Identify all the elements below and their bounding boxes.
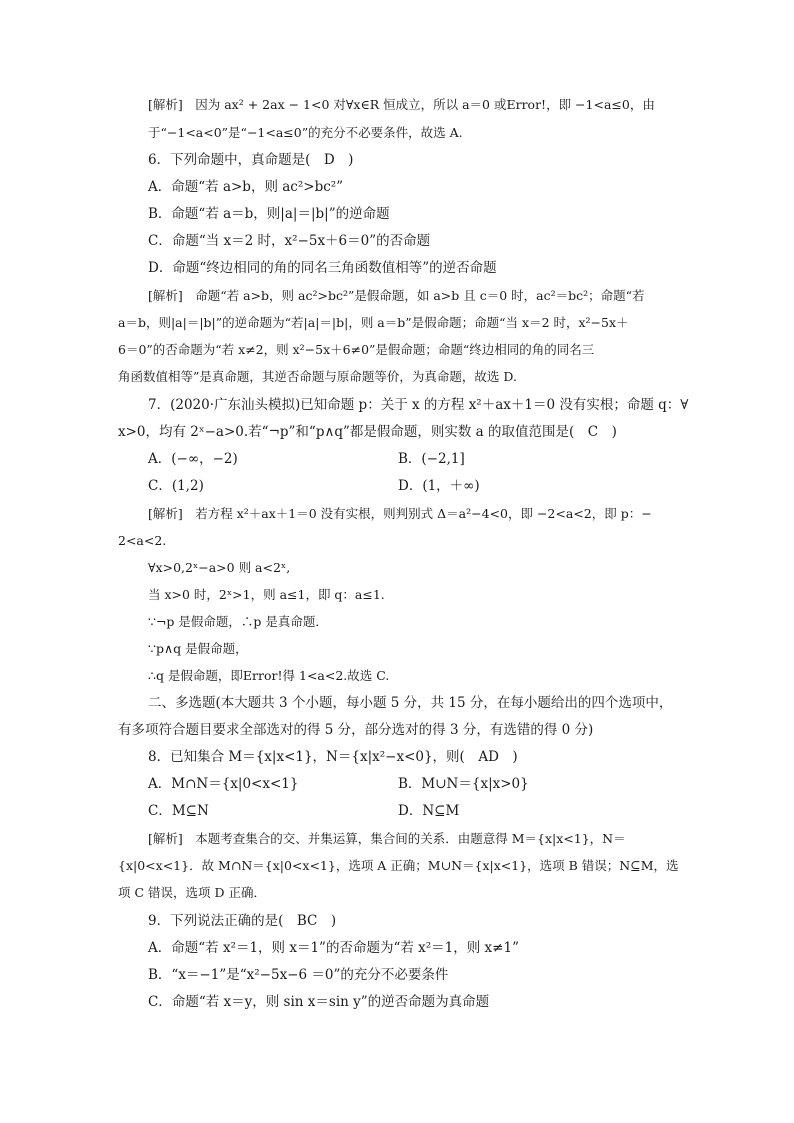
q7-stem: 7．(2020·广东汕头模拟)已知命题 p：关于 x 的方程 x²＋ax＋1＝0 没有实根；命题 q：∀ (148, 397, 689, 413)
q6-option-d: D．命题“终边相同的角的同名三角函数值相等”的逆否命题 (148, 260, 497, 276)
q7-analysis-line: ∀x>0,2ˣ−a>0 则 a<2ˣ, (148, 560, 291, 575)
q7-option-d: D．(1，＋∞) (398, 478, 480, 494)
q6-analysis-line: 角函数值相等”是真命题，其逆否命题与原命题等价，为真命题，故选 D. (118, 369, 517, 384)
q7-analysis-line: ∴q 是假命题，即Error!得 1<a<2.故选 C. (148, 668, 390, 683)
q8-analysis-line: {x|0<x<1}．故 M∩N＝{x|0<x<1}，选项 A 正确；M∪N＝{x|x<1}，选项 B 错误；N⊆M，选 (118, 858, 679, 873)
q7-option-c: C．(1,2) (148, 478, 204, 494)
q9-stem: 9．下列说法正确的是( BC ) (148, 913, 337, 929)
q9-option-b: B．“x＝−1”是“x²−5x−6 ＝0”的充分不必要条件 (148, 967, 449, 983)
q7-stem: x>0，均有 2ˣ−a>0.若“¬p”和“p∧q”都是假命题，则实数 a 的取值范围是( C ) (118, 424, 617, 440)
q8-option-d: D．N⊆M (398, 803, 460, 819)
section-heading: 二、多选题(本大题共 3 个小题，每小题 5 分，共 15 分，在每小题给出的四个选项中， (148, 695, 673, 711)
q7-analysis-line: [解析] 若方程 x²＋ax＋1＝0 没有实根，则判别式 Δ＝a²−4<0，即 −2<a<2，即 p：− (148, 506, 652, 521)
q7-analysis-line: 2<a<2. (118, 533, 167, 548)
q7-analysis-line: ∵p∧q 是假命题， (148, 641, 248, 656)
q9-option-c: C．命题“若 x＝y，则 sin x＝sin y”的逆否命题为真命题 (148, 994, 490, 1010)
q8-analysis-line: 项 C 错误，选项 D 正确． (118, 885, 266, 900)
q6-option-c: C．命题“当 x＝2 时，x²−5x＋6＝0”的否命题 (148, 233, 431, 249)
q6-stem: 6．下列命题中，真命题是( D ) (148, 152, 354, 168)
q8-option-b: B．M∪N＝{x|x>0} (398, 776, 529, 792)
section-heading: 有多项符合题目要求全部选对的得 5 分，部分选对的得 3 分，有选错的得 0 分) (118, 722, 594, 738)
q8-analysis-line: [解析] 本题考查集合的交、并集运算，集合间的关系．由题意得 M＝{x|x<1}，N＝ (148, 831, 626, 846)
q8-option-a: A．M∩N＝{x|0<x<1} (148, 776, 299, 792)
q6-option-b: B．命题“若 a＝b，则|a|＝|b|”的逆命题 (148, 206, 390, 222)
q6-analysis-line: 6＝0”的否命题为“若 x≠2，则 x²−5x＋6≠0”是假命题；命题“终边相同的角的同名三 (118, 342, 595, 357)
q6-analysis-line: [解析] 命题“若 a>b，则 ac²>bc²”是假命题，如 a>b 且 c＝0 时，ac²＝bc²；命题“若 (148, 288, 645, 303)
q6-analysis-line: a＝b，则|a|＝|b|”的逆命题为“若|a|＝|b|，则 a＝b”是假命题；命题“当 x＝2 时，x²−5x＋ (118, 315, 629, 330)
q9-option-a: A．命题“若 x²＝1，则 x＝1”的否命题为“若 x²＝1，则 x≠1” (148, 940, 519, 956)
q6-option-a: A．命题“若 a>b，则 ac²>bc²” (148, 179, 344, 195)
q5-analysis-line: 于“−1<a<0”是“−1<a≤0”的充分不必要条件，故选 A. (148, 125, 463, 140)
q7-option-b: B．(−2,1] (398, 451, 465, 467)
q7-option-a: A．(−∞，−2) (148, 451, 238, 467)
q7-analysis-line: 当 x>0 时，2ˣ>1，则 a≤1，即 q：a≤1. (148, 587, 385, 602)
q8-option-c: C．M⊆N (148, 803, 209, 819)
q5-analysis-line: [解析] 因为 ax² + 2ax − 1<0 对∀x∈R 恒成立，所以 a＝0 或Error!，即 −1<a≤0，由 (148, 97, 655, 112)
q8-stem: 8．已知集合 M＝{x|x<1}，N＝{x|x²−x<0}，则( AD ) (148, 749, 518, 765)
q7-analysis-line: ∵¬p 是假命题，∴p 是真命题． (148, 614, 328, 629)
